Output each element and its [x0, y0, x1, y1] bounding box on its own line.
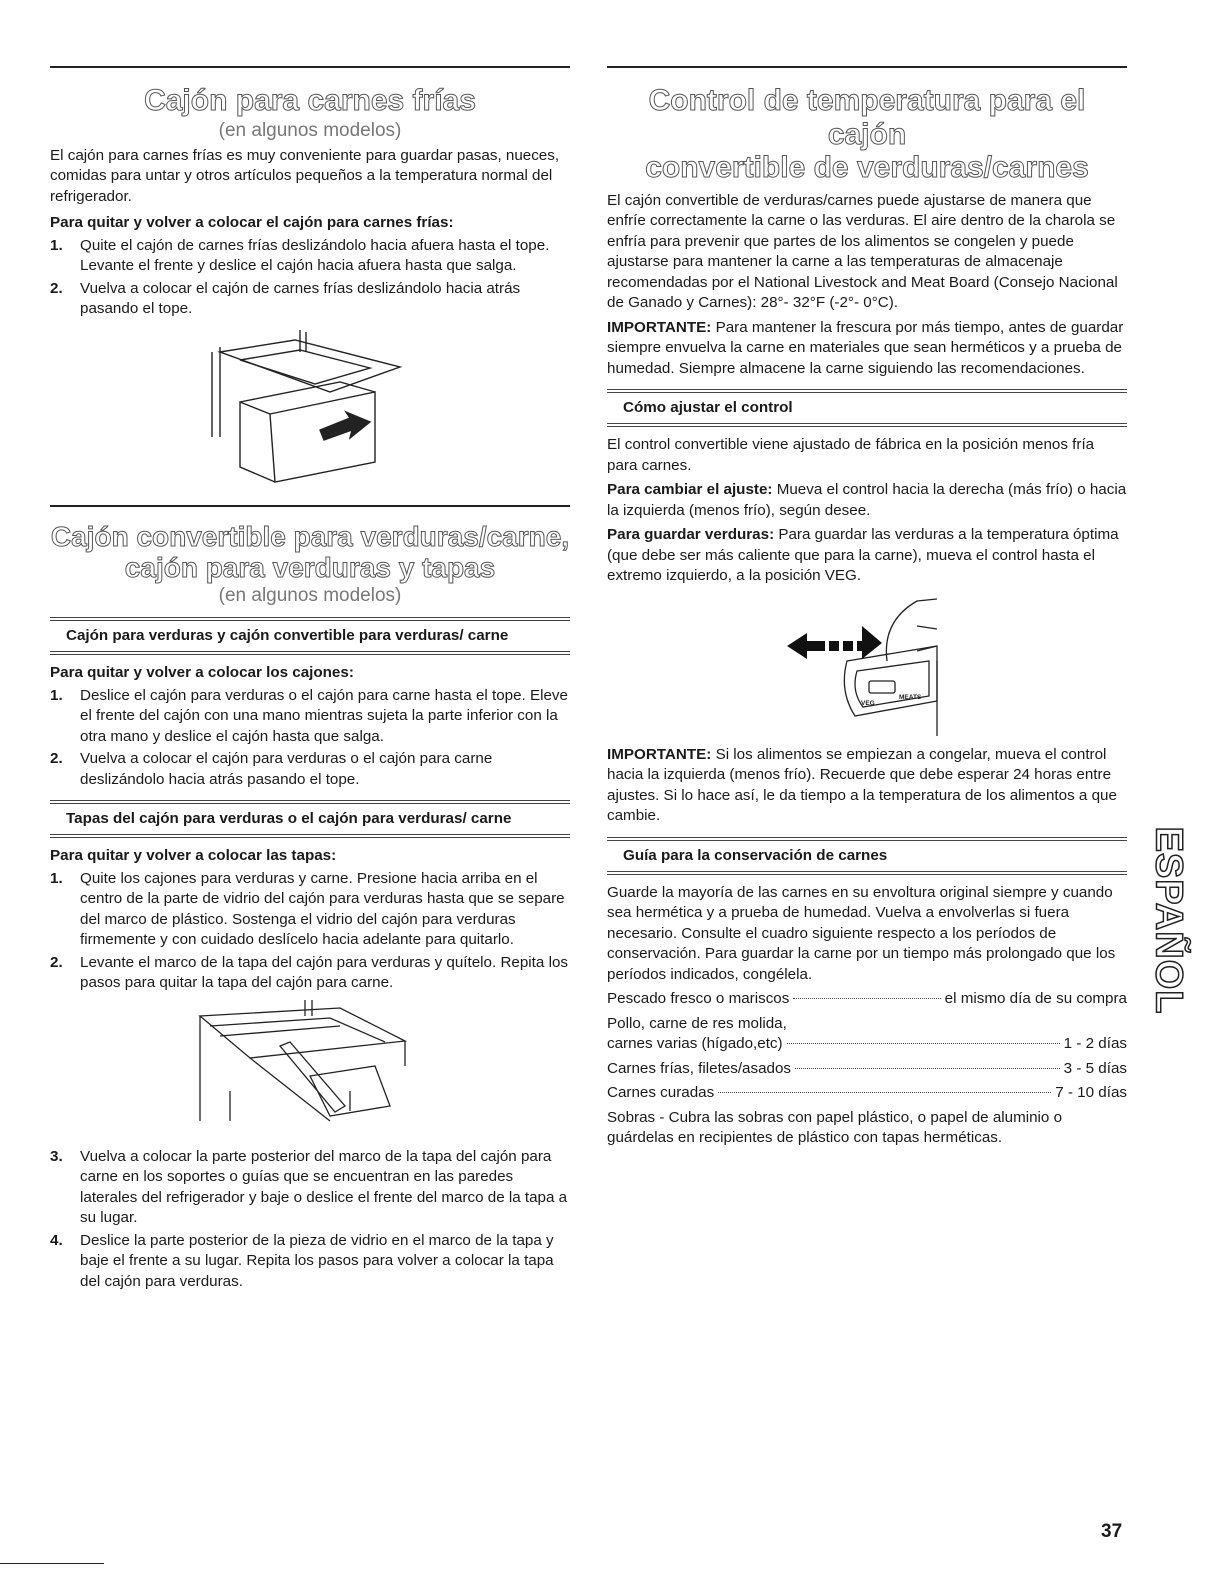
- intro-paragraph: El cajón para carnes frías es muy conveniente para guardar pasas, nueces, comidas para untar y otros artículos pequeños a la temperatura normal del refrigerador.: [50, 146, 560, 205]
- procedure-heading: Para quitar y volver a colocar el cajón para carnes frías:: [50, 214, 454, 232]
- control-paragraph: El control convertible viene ajustado de fábrica en la posición menos fría para carnes.: [607, 436, 1095, 474]
- subsection-header-meat-guide: Guía para la conservación de carnes: [607, 837, 1127, 875]
- section-subtitle: (en algunos modelos): [218, 585, 402, 607]
- section-subtitle: (en algunos modelos): [218, 119, 402, 141]
- leftovers-paragraph: Sobras - Cubra las sobras con papel plástico, o papel de aluminio o guárdelas en recipientes de plástico con tapas herméticas.: [607, 1108, 1063, 1147]
- list-item: 1. Deslice el cajón para verduras o el cajón para carne hasta el tope. Eleve el frente del cajón con una mano mientras sujeta la parte inferior con la otra mano y deslice el cajón hasta que salga.: [50, 686, 568, 745]
- section-title-temperature-control-line2: convertible de verduras/carnes: [645, 151, 1089, 185]
- deli-drawer-illustration: [200, 322, 420, 487]
- list-item: 3. Vuelva a colocar la parte posterior del marco de la tapa del cajón para carne en los soportes o guías que se encuentran en las paredes laterales del refrigerador y baje o deslice el frente del marco de la tapa a su lugar.: [50, 1147, 568, 1227]
- section-title-crisper-line2: cajón para verduras y tapas: [124, 551, 496, 583]
- section-title-deli-drawer: Cajón para carnes frías: [144, 84, 476, 117]
- control-dial-illustration: [767, 591, 967, 741]
- table-row-label-pre: Pollo, carne de res molida,: [607, 1014, 787, 1032]
- right-column: [607, 66, 1127, 1153]
- table-row: Pescado fresco o mariscos el mismo día de su compra: [607, 990, 1127, 1008]
- steps-list: [50, 236, 570, 320]
- guide-paragraph: Guarde la mayoría de las carnes en su envoltura original siempre y cuando sea hermética y a prueba de humedad. Vuelva a envolverlas si fuera necesario. Consulte el cuadro siguiente respecto a los períodos de conservación. Para guardar la carne por un tiempo más prolongado que los períodos indicados, congélela.: [607, 883, 1116, 983]
- crisper-cover-illustration: [190, 996, 430, 1131]
- procedure-heading: Para quitar y volver a colocar los cajones:: [50, 664, 354, 682]
- change-setting-paragraph: Para cambiar el ajuste: Mueva el control hacia la derecha (más frío) o hacia la izquierda (menos frío), según desee.: [607, 481, 1127, 519]
- page-number: 37: [1101, 1521, 1123, 1542]
- section-title-crisper: Cajón convertible para verduras/carne,: [50, 520, 570, 552]
- steps-list: [50, 869, 570, 994]
- subsection-header-adjust-control: Cómo ajustar el control: [607, 389, 1127, 427]
- vegetables-paragraph: Para guardar verduras: Para guardar las verduras a la temperatura óptima (que debe ser más caliente que para la carne), mueva el control hasta el extremo izquierdo, a la posición VEG.: [607, 526, 1119, 585]
- list-item: 2. Vuelva a colocar el cajón de carnes frías deslizándolo hacia atrás pasando el tope.: [50, 279, 521, 318]
- table-row: Carnes frías, filetes/asados 3 - 5 días: [607, 1059, 1127, 1077]
- steps-list: [50, 686, 570, 791]
- important-note: IMPORTANTE: Para mantener la frescura por más tiempo, antes de guardar siempre envuelva la carne en materiales que sean herméticos y a prueba de humedad. Siempre almacene la carne siguiendo las recomendaciones.: [607, 318, 1124, 377]
- list-item: 2. Levante el marco de la tapa del cajón para verduras y quítelo. Repita los pasos para quitar la tapa del cajón para carne.: [50, 953, 568, 992]
- language-side-tab: ESPAÑOL: [1147, 826, 1190, 1014]
- list-item: 4. Deslice la parte posterior de la pieza de vidrio en el marco de la tapa y baje el frente a su lugar. Repita los pasos para volver a colocar la tapa del cajón para verduras.: [50, 1231, 554, 1290]
- table-row: carnes varias (hígado,etc) 1 - 2 días: [607, 1035, 1127, 1053]
- intro-paragraph: El cajón convertible de verduras/carnes puede ajustarse de manera que enfríe correctamente la carne o las verduras. El aire dentro de la charola se enfría para prevenir que partes de los alimentos se congelen y puede ajustarse para mantener la carne a las temperaturas de almacenaje recomendadas por el National Livestock and Meat Board (Consejo Nacional de Ganado y Carnes): 28°- 32°F (-2°- 0°C).: [607, 191, 1118, 312]
- list-item: 1. Quite los cajones para verduras y carne. Presione hacia arriba en el centro de la parte de vidrio del cajón para verduras hasta que se separe del marco de plástico. Sostenga el vidrio del cajón para verduras firmemente y con cuidado deslícelo hacia adelante para quitarlo.: [50, 869, 565, 949]
- footer-rule: [0, 1563, 104, 1564]
- steps-list: [50, 1147, 570, 1293]
- subsection-header-crispers: Cajón para verduras y cajón convertible para verduras/ carne: [50, 617, 570, 655]
- important-note: IMPORTANTE: Si los alimentos se empiezan a congelar, mueva el control hacia la izquierda (menos frío). Recuerde que debe esperar 24 horas entre ajustes. Si lo hace así, le da tiempo a la temperatura de los alimentos a que cambie.: [607, 745, 1117, 825]
- section-title-temperature-control: Control de temperatura para el cajón: [648, 84, 1086, 151]
- storage-table: [607, 989, 1127, 1104]
- left-column: [50, 66, 570, 1294]
- dial-label-veg: VEG: [861, 699, 875, 707]
- procedure-heading: Para quitar y volver a colocar las tapas:: [50, 847, 337, 865]
- dial-label-meats: MEATS: [899, 693, 922, 701]
- subsection-header-covers: Tapas del cajón para verduras o el cajón para verduras/ carne: [50, 800, 570, 838]
- list-item: 1. Quite el cajón de carnes frías deslizándolo hacia afuera hasta el tope. Levante el frente y deslice el cajón hacia afuera hasta que salga.: [50, 236, 550, 275]
- table-row: Carnes curadas 7 - 10 días: [607, 1084, 1127, 1102]
- list-item: 2. Vuelva a colocar el cajón para verduras o el cajón para carne deslizándolo hacia atrás pasando el tope.: [50, 750, 493, 788]
